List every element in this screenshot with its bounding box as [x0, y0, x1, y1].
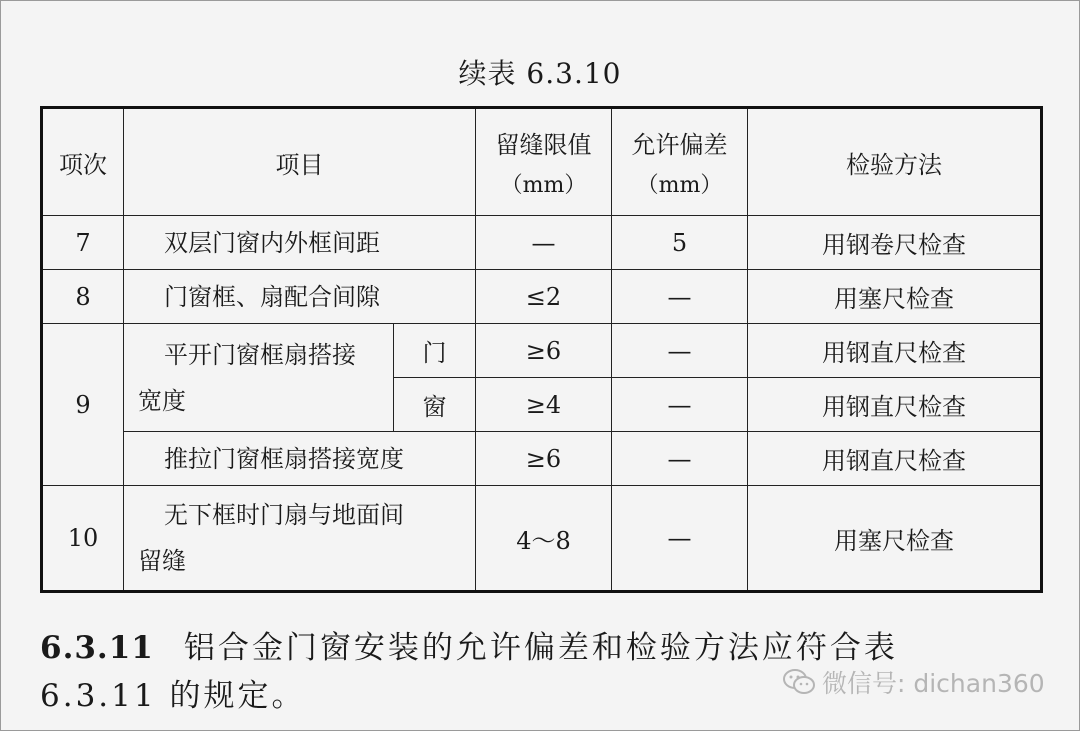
row8-item: 门窗框、扇配合间隙 [124, 270, 476, 324]
row7-gap: — [476, 216, 612, 270]
row9-item-line1: 平开门窗框扇搭接 [164, 340, 356, 369]
row9-window-method: 用钢直尺检查 [748, 378, 1042, 432]
watermark [782, 664, 1045, 700]
clause-line2: 6.3.11 的规定。 [40, 678, 306, 714]
row7-deviation: 5 [612, 216, 748, 270]
wechat-icon [782, 668, 816, 696]
row10-gap: 4～8 [476, 486, 612, 592]
table-caption: 续表 6.3.10 [458, 57, 622, 90]
table-header-row [42, 108, 1042, 216]
row8-method: 用塞尺检查 [748, 270, 1042, 324]
row8-deviation: — [612, 270, 748, 324]
row9-sliding-item: 推拉门窗框扇搭接宽度 [124, 432, 476, 486]
row10-item-line2: 留缝 [138, 547, 186, 575]
row9-sliding-deviation: — [612, 432, 748, 486]
header-gap-limit [476, 108, 612, 216]
table-row [42, 486, 1042, 592]
row9-sliding-gap: ≥6 [476, 432, 612, 486]
clause-line1: 铝合金门窗安装的允许偏差和检验方法应符合表 [183, 630, 898, 666]
header-deviation [612, 108, 748, 216]
row9-window-deviation: — [612, 378, 748, 432]
row7-index: 7 [42, 216, 124, 270]
row7-item: 双层门窗内外框间距 [124, 216, 476, 270]
row8-gap: ≤2 [476, 270, 612, 324]
header-gap-limit-unit: （mm） [500, 173, 587, 198]
spec-table [40, 106, 1043, 593]
header-deviation-label: 允许偏差 [631, 131, 728, 159]
row10-item-line1: 无下框时门扇与地面间 [164, 501, 404, 529]
header-deviation-unit: （mm） [636, 173, 723, 198]
table-row [42, 270, 1042, 324]
table-row [42, 216, 1042, 270]
watermark-text: 微信号: dichan360 [822, 669, 1045, 698]
clause-number: 6.3.11 [40, 630, 154, 666]
row9-door-deviation: — [612, 324, 748, 378]
row9-item [124, 324, 394, 432]
header-item: 项目 [124, 108, 476, 216]
row10-index: 10 [42, 486, 124, 592]
row9-window-label: 窗 [394, 378, 476, 432]
table-row [42, 432, 1042, 486]
table-row [42, 324, 1042, 378]
header-index: 项次 [42, 108, 124, 216]
row9-door-method: 用钢直尺检查 [748, 324, 1042, 378]
row8-index: 8 [42, 270, 124, 324]
row9-sliding-method: 用钢直尺检查 [748, 432, 1042, 486]
header-method: 检验方法 [748, 108, 1042, 216]
row10-deviation: — [612, 486, 748, 592]
row9-window-gap: ≥4 [476, 378, 612, 432]
row9-index: 9 [42, 324, 124, 486]
row9-door-label: 门 [394, 324, 476, 378]
row9-door-gap: ≥6 [476, 324, 612, 378]
row9-item-line2: 宽度 [138, 386, 186, 415]
header-gap-limit-label: 留缝限值 [495, 131, 592, 159]
row10-method: 用塞尺检查 [748, 486, 1042, 592]
row7-method: 用钢卷尺检查 [748, 216, 1042, 270]
row10-item [124, 486, 476, 592]
